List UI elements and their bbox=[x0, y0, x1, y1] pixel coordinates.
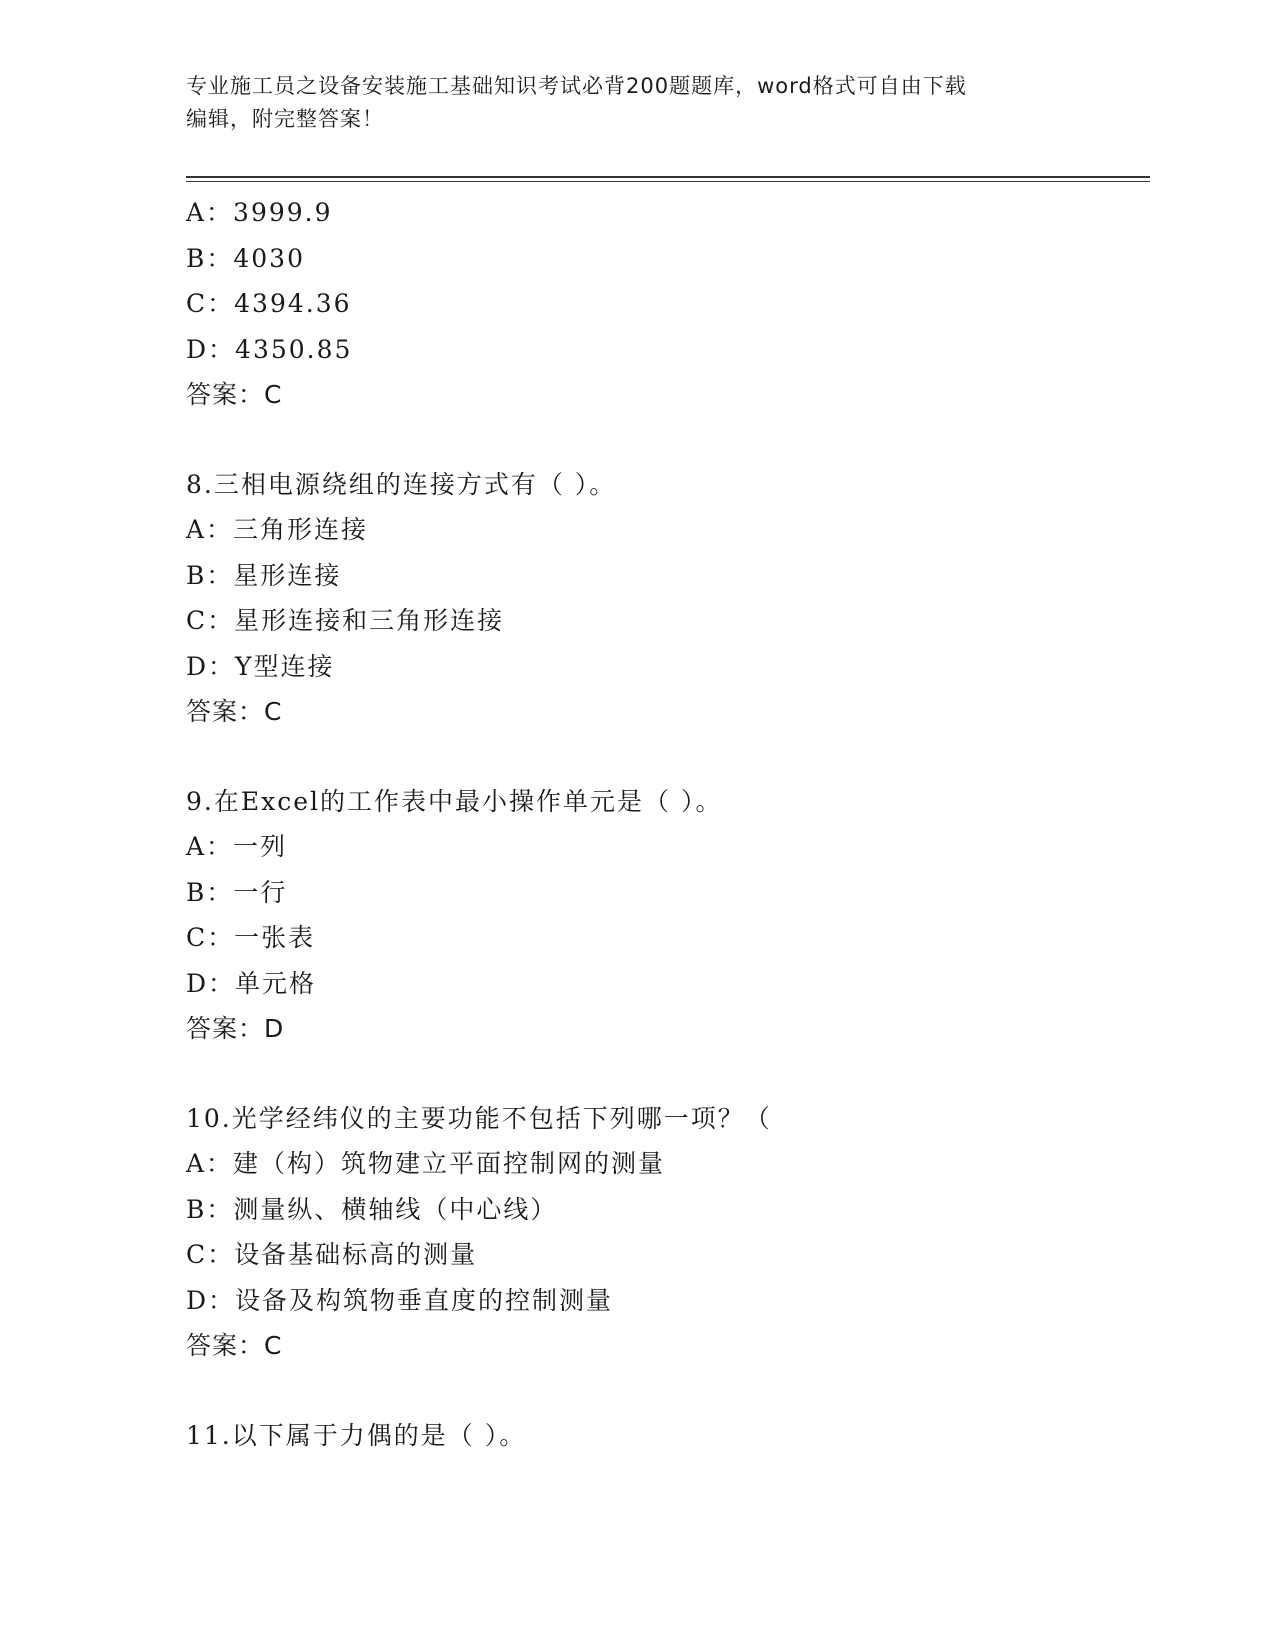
option-b: B：4030 bbox=[186, 243, 305, 273]
question-block bbox=[186, 190, 1150, 418]
option-d: D：设备及构筑物垂直度的控制测量 bbox=[186, 1285, 614, 1315]
option-c: C：一张表 bbox=[186, 923, 316, 952]
question-block bbox=[186, 1096, 1150, 1369]
option-b: B：一行 bbox=[186, 877, 288, 907]
document-header bbox=[186, 70, 1066, 136]
question-text: 11.以下属于力偶的是（ ）。 bbox=[186, 1420, 527, 1450]
question-block bbox=[186, 1413, 1150, 1459]
block-spacer bbox=[186, 418, 1150, 462]
option-c: C：设备基础标高的测量 bbox=[186, 1240, 478, 1269]
option-d: D：Y型连接 bbox=[186, 651, 335, 681]
answer-line: 答案：C bbox=[186, 697, 283, 726]
question-block bbox=[186, 779, 1150, 1052]
header-title-line-1: 专业施工员之设备安装施工基础知识考试必背200题题库，word格式可自由下载 bbox=[186, 74, 967, 98]
block-spacer bbox=[186, 1052, 1150, 1096]
block-spacer bbox=[186, 1369, 1150, 1413]
header-divider-thin bbox=[186, 181, 1150, 182]
option-a: A：建（构）筑物建立平面控制网的测量 bbox=[186, 1149, 666, 1178]
option-d: D：4350.85 bbox=[186, 334, 353, 364]
question-text: 10.光学经纬仪的主要功能不包括下列哪一项？（ bbox=[186, 1103, 772, 1133]
answer-line: 答案：C bbox=[186, 380, 283, 409]
question-text: 8.三相电源绕组的连接方式有（ ）。 bbox=[186, 469, 617, 499]
option-a: A：一列 bbox=[186, 832, 288, 861]
block-spacer bbox=[186, 735, 1150, 779]
question-block bbox=[186, 462, 1150, 735]
answer-line: 答案：D bbox=[186, 1014, 285, 1043]
option-c: C：4394.36 bbox=[186, 289, 352, 318]
option-c: C：星形连接和三角形连接 bbox=[186, 606, 505, 635]
header-divider-thick bbox=[186, 176, 1150, 178]
header-title-line-2: 编辑，附完整答案！ bbox=[186, 107, 384, 131]
option-d: D：单元格 bbox=[186, 968, 317, 998]
option-b: B：测量纵、横轴线（中心线） bbox=[186, 1194, 558, 1224]
option-a: A：三角形连接 bbox=[186, 515, 369, 544]
question-text: 9.在Excel的工作表中最小操作单元是（ ）。 bbox=[186, 786, 723, 816]
option-a: A：3999.9 bbox=[186, 198, 333, 227]
answer-line: 答案：C bbox=[186, 1331, 283, 1360]
option-b: B：星形连接 bbox=[186, 560, 342, 590]
question-list bbox=[186, 190, 1150, 1458]
